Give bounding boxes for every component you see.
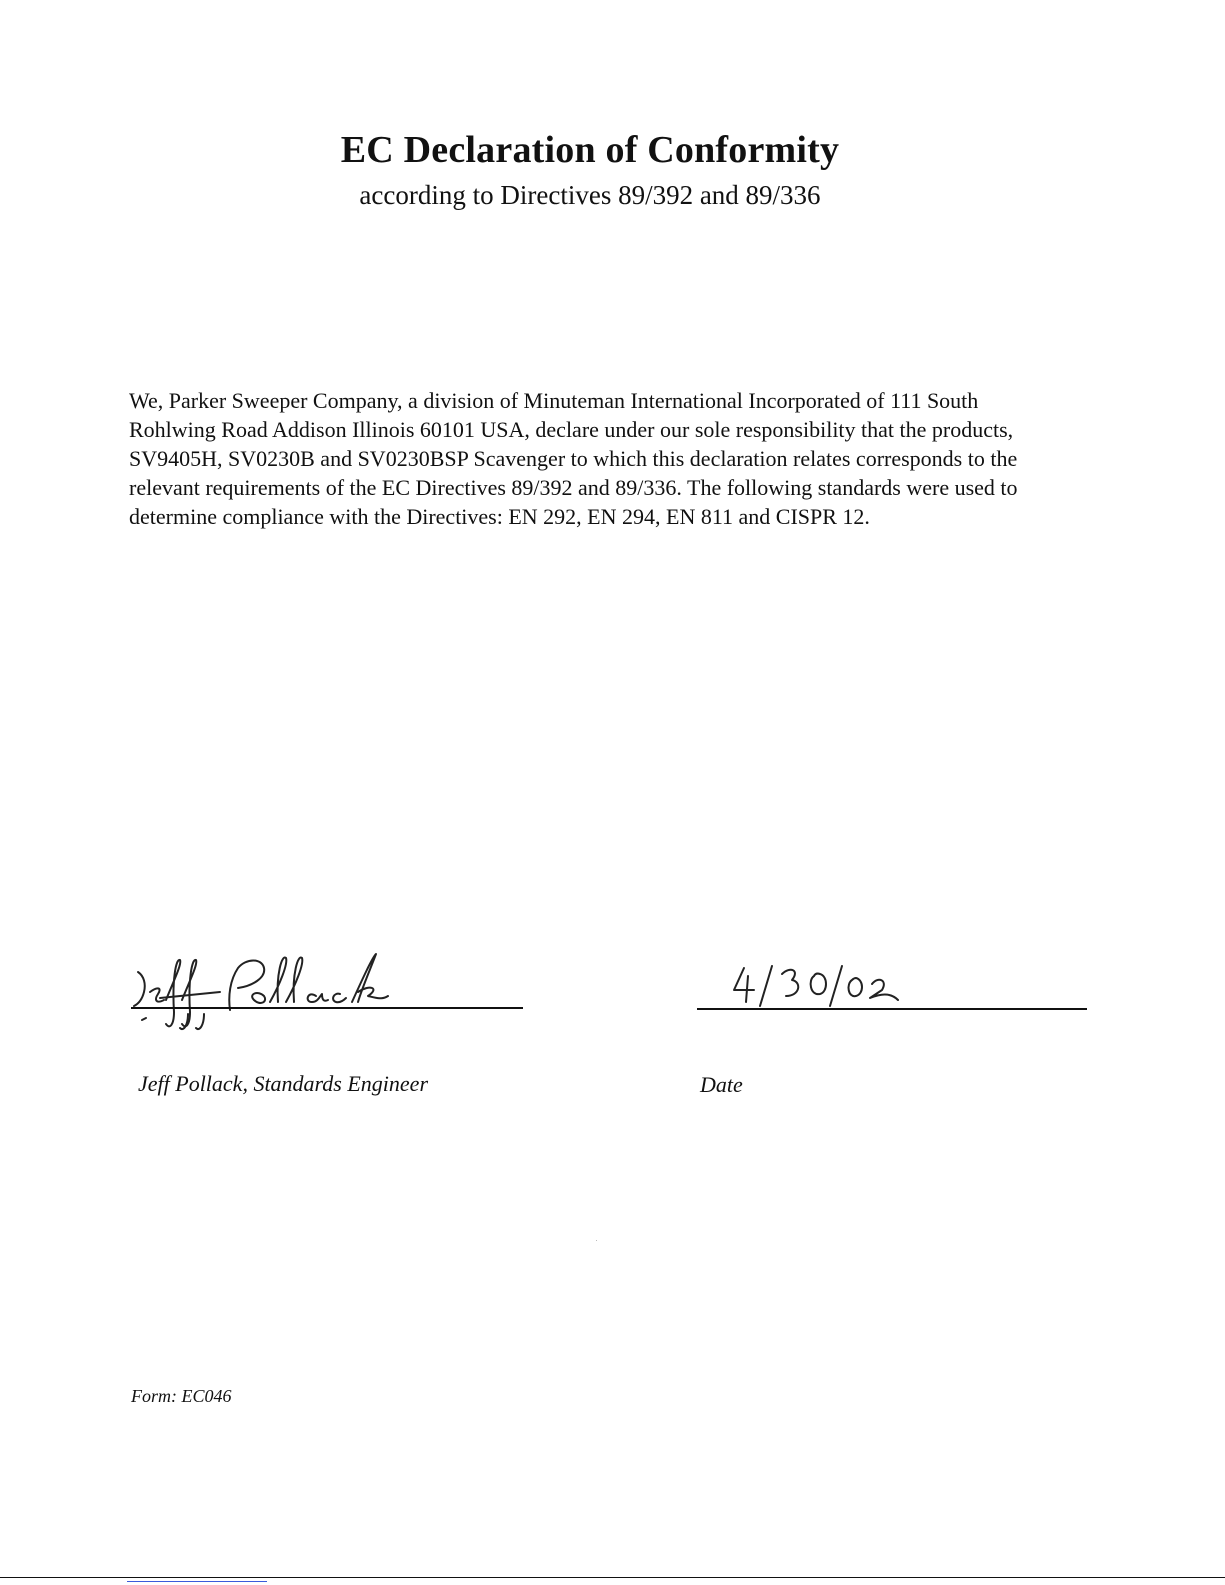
bottom-link-underline	[127, 1581, 267, 1582]
date-line	[697, 1008, 1087, 1010]
form-identifier: Form: EC046	[131, 1386, 232, 1406]
signature-line	[131, 1007, 523, 1009]
handwritten-signature	[130, 940, 410, 1035]
handwritten-date	[730, 960, 900, 1010]
document-subtitle: according to Directives 89/392 and 89/336	[359, 180, 821, 210]
document-title: EC Declaration of Conformity	[340, 129, 840, 171]
bottom-border	[0, 1577, 1225, 1578]
date-caption: Date	[700, 1072, 743, 1097]
signer-caption: Jeff Pollack, Standards Engineer	[138, 1071, 429, 1096]
declaration-body: We, Parker Sweeper Company, a division of Minuteman International Incorporated of 111 South Rohlwing Road Addison Illinois 60101 USA, declare under our sole responsibility that the products, SV9405H, SV0230B and SV0230BSP Scavenger to which this declaration relates corresponds to the relevant requirements of the EC Directives 89/392 and 89/336. The following standards were used to determine compliance with the Directives: EN 292, EN 294, EN 811 and CISPR 12.	[129, 388, 1018, 529]
scan-speck	[596, 1240, 597, 1241]
